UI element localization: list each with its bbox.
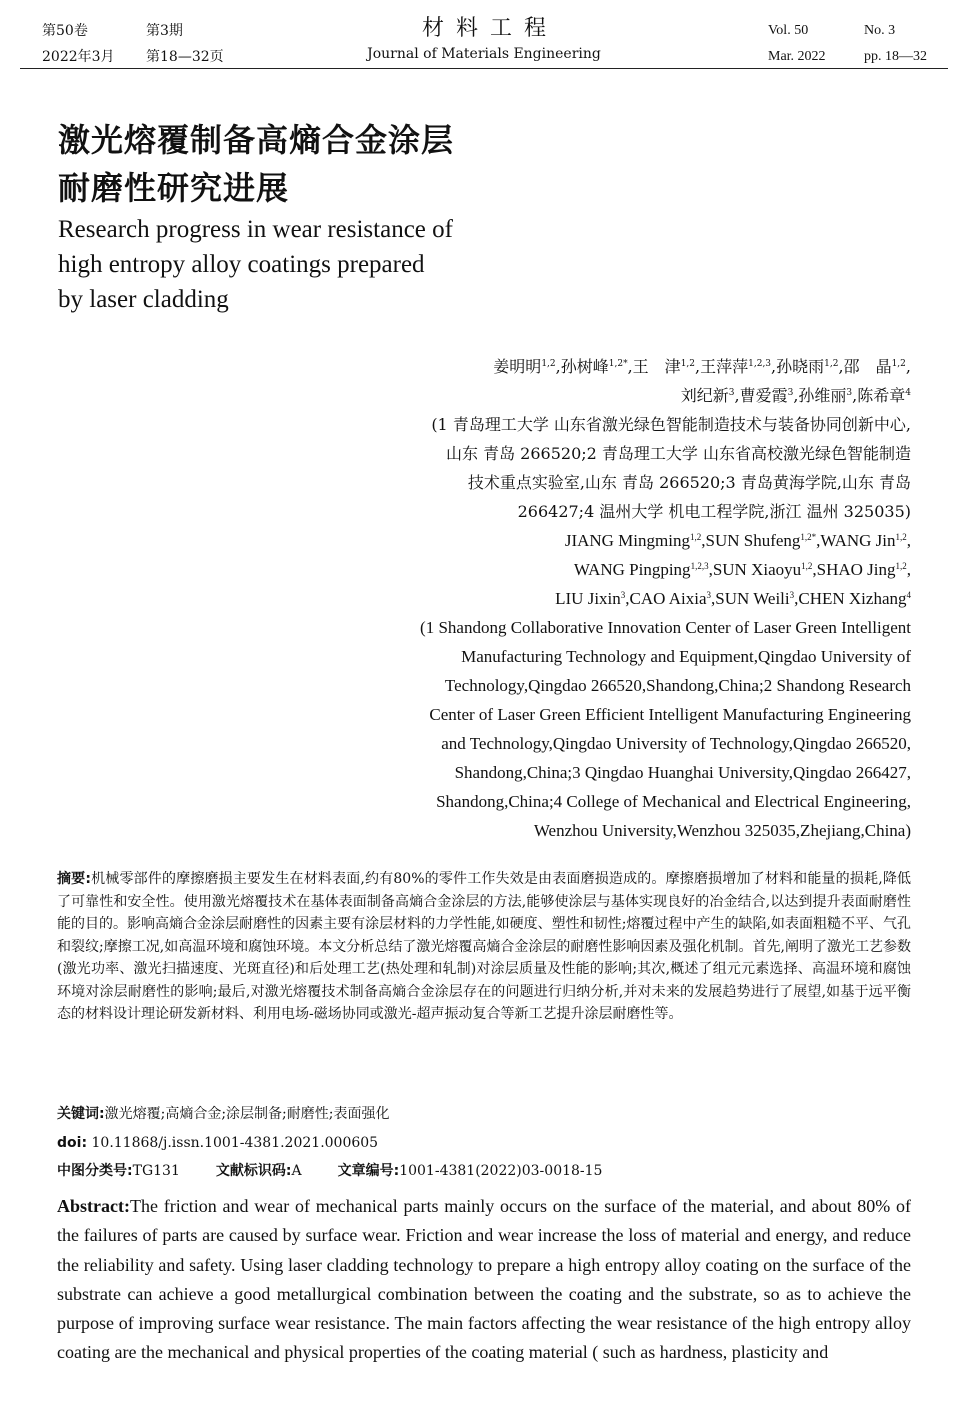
doi bbox=[57, 1132, 911, 1154]
author-affiliation-mark: 1,2,3 bbox=[690, 561, 709, 571]
author-affiliation-mark: 3 bbox=[787, 388, 794, 398]
authors-en bbox=[231, 526, 911, 613]
issue-en: No. 3 bbox=[864, 23, 896, 38]
affiliation-line: Wenzhou University,Wenzhou 325035,Zhejiang,China) bbox=[533, 821, 911, 840]
article-title-zh bbox=[58, 116, 454, 212]
abstract-en-text: The friction and wear of mechanical parts mainly occurs on the surface of the material, and about 80% of the failures of parts are caused by surface wear. Friction and wear increase the loss of material and energy, and reduce the reliability and safety. Using laser cladding technology to prepare a high entropy alloy coating on the surface of the substrate can achieve a good metallurgical combination between the coating and the substrate, so as to achieve the purpose of improving surface wear resistance. The main factors affecting the wear resistance of the high entropy alloy coating are the mechanical and physical properties of the coating material ( such as hardness, plasticity and bbox=[57, 1196, 911, 1363]
author-name: 孙树峰 bbox=[560, 357, 609, 376]
affiliation-line: Technology,Qingdao 266520,Shandong,China;2 Shandong Research bbox=[444, 676, 911, 695]
author-affiliation-mark: 1,2 bbox=[541, 359, 556, 369]
author-name: 姜明明 bbox=[493, 357, 542, 376]
author-name: 陈希章 bbox=[857, 386, 906, 405]
clc-label: 中图分类号: bbox=[57, 1163, 133, 1179]
title-en-line: Research progress in wear resistance of bbox=[58, 216, 453, 243]
author-affiliation-mark: 4 bbox=[906, 590, 911, 600]
abstract-en bbox=[57, 1192, 911, 1368]
author-affiliation-mark: 1,2 bbox=[680, 359, 696, 369]
author-line: 姜明明$^{1,2}$,孙树峰$^{1,2*}$,王 津$^{1,2}$,王萍萍$^{1,2,3}$,孙晓雨$^{1,2}$,邵 晶$^{1,2}$, bbox=[493, 357, 911, 376]
author-name: WANG Pingping bbox=[573, 560, 691, 579]
title-en-line: by laser cladding bbox=[58, 286, 229, 313]
classification-line bbox=[57, 1160, 911, 1182]
author-name: SUN Shufeng bbox=[705, 531, 801, 550]
affiliation-line: Manufacturing Technology and Equipment,Qingdao University of bbox=[461, 647, 911, 666]
article-number-value: 1001-4381(2022)03-0018-15 bbox=[399, 1163, 603, 1179]
affiliation-line: Shandong,China;4 College of Mechanical and Electrical Engineering, bbox=[436, 792, 911, 811]
abstract-en-label: Abstract: bbox=[57, 1196, 130, 1216]
author-line: LIU Jixin$^3$,CAO Aixia$^3$,SUN Weili$^3$,CHEN Xizhang$^4$ bbox=[555, 589, 911, 608]
author-name: JIANG Mingming bbox=[564, 531, 690, 550]
journal-title-zh: 材料工程 bbox=[421, 16, 558, 41]
author-affiliation-mark: 3 bbox=[728, 388, 735, 398]
authors-zh bbox=[231, 352, 911, 410]
affiliation-line: 技术重点实验室,山东 青岛 266520;3 青岛黄海学院,山东 青岛 bbox=[467, 473, 911, 492]
author-name: 曹爱霞 bbox=[739, 386, 788, 405]
author-affiliation-mark: 3 bbox=[846, 388, 853, 398]
author-name: SUN Weili bbox=[715, 589, 790, 608]
author-affiliation-mark: 3 bbox=[789, 590, 795, 600]
doi-link[interactable]: 10.11868/j.issn.1001-4381.2021.000605 bbox=[91, 1135, 379, 1151]
date-zh: 2022年3月 bbox=[42, 49, 115, 65]
issue-zh: 第3期 bbox=[146, 23, 183, 39]
keywords-label: 关键词: bbox=[57, 1106, 105, 1122]
affiliation-line: and Technology,Qingdao University of Technology,Qingdao 266520, bbox=[441, 734, 911, 753]
pages-zh: 第18—32页 bbox=[146, 49, 224, 65]
volume-en: Vol. 50 bbox=[768, 23, 809, 38]
author-affiliation-mark: 3 bbox=[620, 590, 626, 600]
author-line: JIANG Mingming$^{1,2}$,SUN Shufeng$^{1,2*}$,WANG Jin$^{1,2}$, bbox=[564, 531, 911, 550]
author-affiliation-mark: 1,2 bbox=[895, 561, 907, 571]
author-name: 孙晓雨 bbox=[776, 357, 825, 376]
date-en: Mar. 2022 bbox=[768, 49, 826, 64]
doc-code-value: A bbox=[291, 1163, 302, 1179]
keywords bbox=[57, 1103, 911, 1125]
affiliations-zh bbox=[231, 410, 911, 526]
abstract-zh-text: 机械零部件的摩擦磨损主要发生在材料表面,约有80%的零件工作失效是由表面磨损造成的。摩擦磨损增加了材料和能量的损耗,降低了可靠性和安全性。使用激光熔覆技术在基体表面制备高熵合金涂层的方法,能够使涂层与基体实现良好的冶金结合,以达到提升表面耐磨性能的目的。影响高熵合金涂层耐磨性的因素主要有涂层材料的力学性能,如硬度、塑性和韧性;熔覆过程中产生的缺陷,如表面粗糙不平、气孔和裂纹;摩擦工况,如高温环境和腐蚀环境。本文分析总结了激光熔覆高熵合金涂层的耐磨性影响因素及强化机制。首先,阐明了激光工艺参数(激光功率、激光扫描速度、光斑直径)和后处理工艺(热处理和轧制)对涂层质量及性能的影响;其次,概述了组元元素选择、高温环境和腐蚀环境对涂层耐磨性的影响;最后,对激光熔覆技术制备高熵合金涂层存在的问题进行归纳分析,并对未来的发展趋势进行了展望,如基于远平衡态的材料设计理论研发新材料、利用电场-磁场协同或激光-超声振动复合等新工艺提升涂层耐磨性等。 bbox=[57, 871, 911, 1022]
affiliation-line: Shandong,China;3 Qingdao Huanghai University,Qingdao 266427, bbox=[454, 763, 911, 782]
author-affiliation-mark: 1,2 bbox=[689, 532, 702, 542]
author-affiliation-mark: 1,2 bbox=[891, 359, 906, 369]
author-line: WANG Pingping$^{1,2,3}$,SUN Xiaoyu$^{1,2}$,SHAO Jing$^{1,2}$, bbox=[573, 560, 911, 579]
author-affiliation-mark: 1,2* bbox=[608, 359, 628, 369]
author-affiliation-mark: 1,2,3 bbox=[748, 359, 772, 369]
author-name: 孙维丽 bbox=[798, 386, 847, 405]
header-right bbox=[768, 18, 940, 70]
affiliation-line: 山东 青岛 266520;2 青岛理工大学 山东省高校激光绿色智能制造 bbox=[446, 444, 911, 463]
author-name: 王萍萍 bbox=[700, 357, 749, 376]
affiliation-line: (1 Shandong Collaborative Innovation Center of Laser Green Intelligent bbox=[420, 618, 911, 637]
author-name: WANG Jin bbox=[820, 531, 896, 550]
author-name: LIU Jixin bbox=[555, 589, 621, 608]
author-name: 邵 晶 bbox=[843, 357, 892, 376]
article-number-label: 文章编号: bbox=[337, 1163, 400, 1179]
author-affiliation-mark: 1,2 bbox=[895, 532, 907, 542]
doc-code-label: 文献标识码: bbox=[215, 1163, 292, 1179]
author-name: 刘纪新 bbox=[680, 386, 729, 405]
author-affiliation-mark: 1,2* bbox=[800, 532, 817, 542]
doi-label: doi: bbox=[57, 1135, 88, 1151]
volume-zh: 第50卷 bbox=[42, 23, 88, 39]
author-block bbox=[231, 352, 911, 845]
article-title-en bbox=[58, 212, 453, 317]
affiliation-line: (1 青岛理工大学 山东省激光绿色智能制造技术与装备协同创新中心, bbox=[431, 415, 911, 434]
affiliation-line: 266427;4 温州大学 机电工程学院,浙江 温州 325035) bbox=[517, 502, 911, 521]
title-en-line: high entropy alloy coatings prepared bbox=[58, 251, 425, 278]
author-line: 刘纪新$^3$,曹爱霞$^3$,孙维丽$^3$,陈希章$^4$ bbox=[680, 386, 911, 405]
keywords-text: 激光熔覆;高熵合金;涂层制备;耐磨性;表面强化 bbox=[104, 1106, 390, 1122]
pages-en: pp. 18—32 bbox=[864, 49, 927, 64]
author-affiliation-mark: 1,2 bbox=[801, 561, 813, 571]
affiliations-en bbox=[231, 613, 911, 845]
author-name: 王 津 bbox=[632, 357, 681, 376]
abstract-zh-label: 摘要: bbox=[57, 871, 91, 887]
author-affiliation-mark: 4 bbox=[905, 388, 911, 398]
running-header bbox=[20, 14, 948, 69]
title-zh-line: 耐磨性研究进展 bbox=[58, 169, 290, 207]
title-zh-line: 激光熔覆制备高熵合金涂层 bbox=[58, 121, 455, 159]
author-name: SHAO Jing bbox=[816, 560, 896, 579]
abstract-zh bbox=[57, 868, 911, 1026]
author-affiliation-mark: 3 bbox=[706, 590, 712, 600]
journal-title-en: Journal of Materials Engineering bbox=[367, 46, 601, 62]
author-name: CAO Aixia bbox=[629, 589, 707, 608]
affiliation-line: Center of Laser Green Efficient Intelligent Manufacturing Engineering bbox=[429, 705, 911, 724]
author-affiliation-mark: 1,2 bbox=[824, 359, 839, 369]
author-name: SUN Xiaoyu bbox=[712, 560, 802, 579]
clc-value: TG131 bbox=[132, 1163, 180, 1179]
author-name: CHEN Xizhang bbox=[798, 589, 907, 608]
